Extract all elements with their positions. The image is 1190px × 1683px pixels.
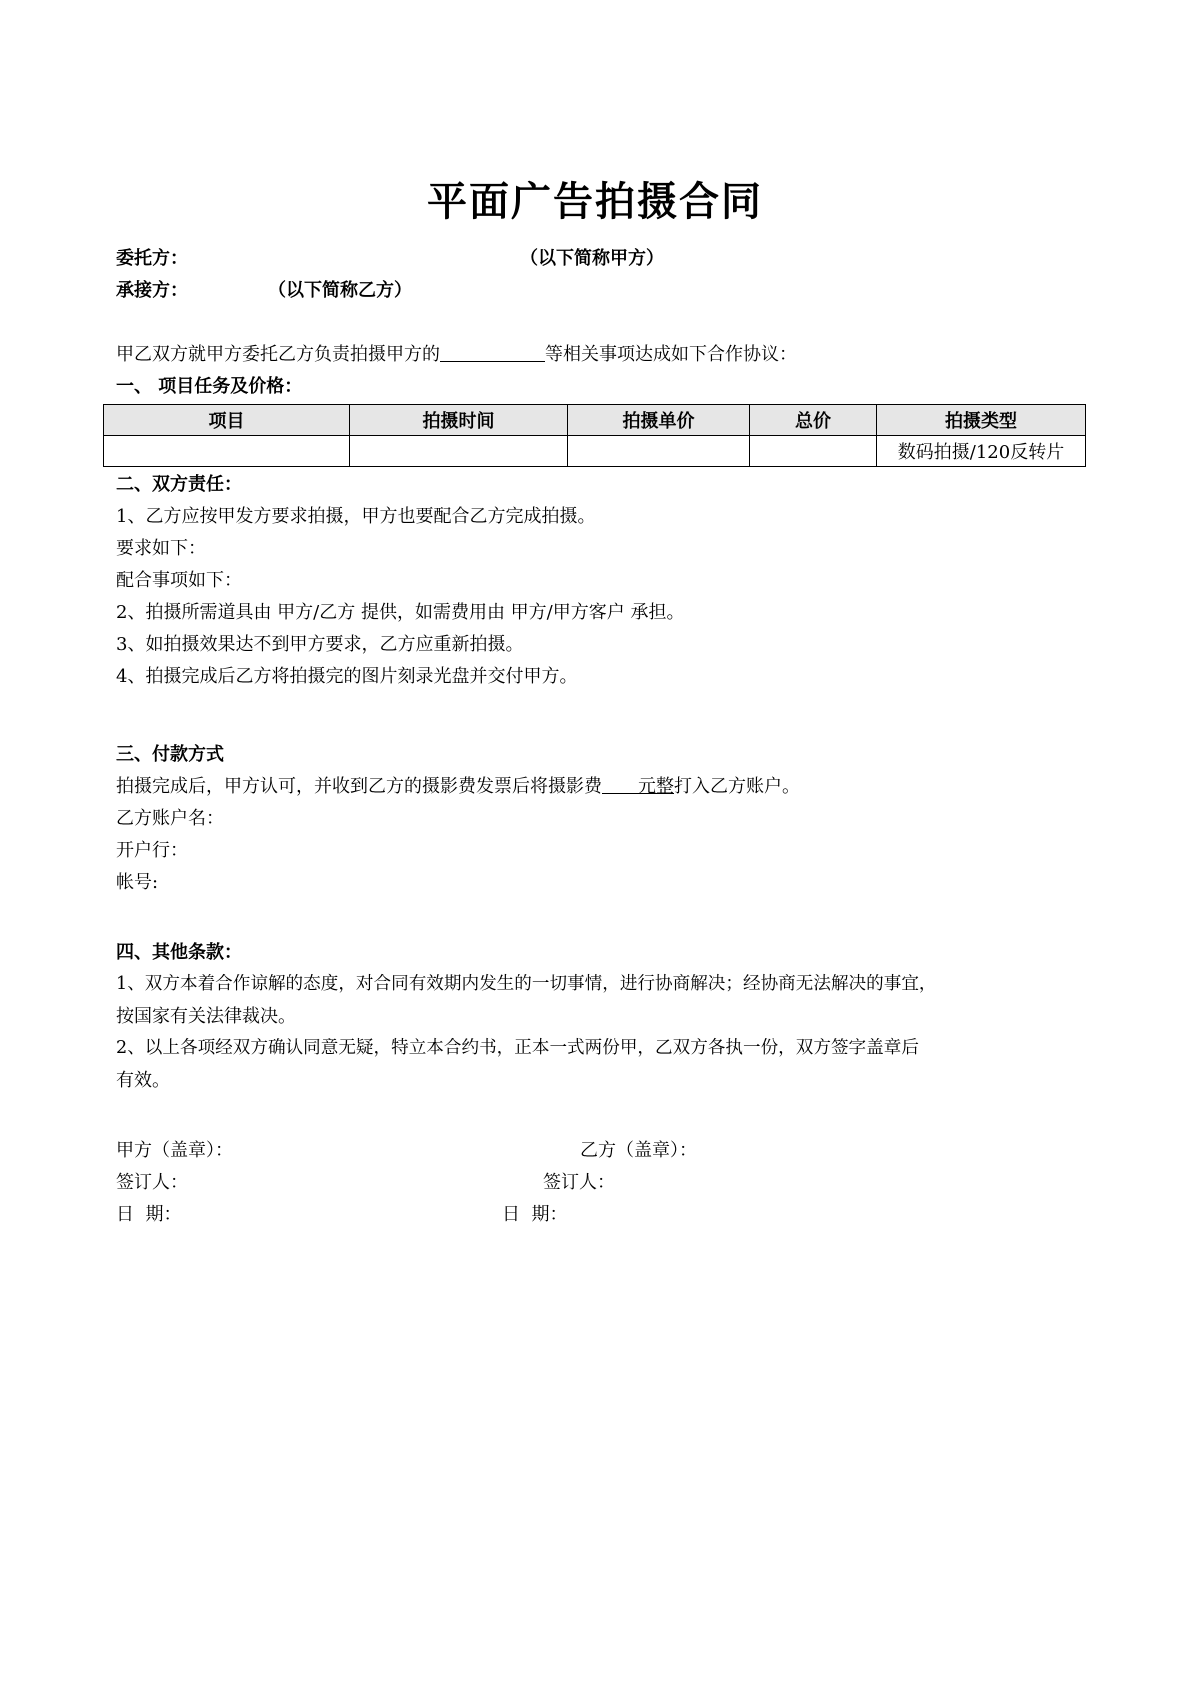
list-item: 要求如下： bbox=[116, 538, 206, 559]
intro-paragraph bbox=[116, 340, 797, 366]
bank-label: 开户行： bbox=[116, 840, 188, 861]
payment-after: 打入乙方账户。 bbox=[674, 776, 800, 797]
signer-a-label: 签订人： bbox=[116, 1172, 188, 1193]
cell-total-price bbox=[750, 436, 877, 467]
section2-heading: 二、双方责任： bbox=[116, 474, 242, 495]
party-a-seal-label: 甲方（盖章）： bbox=[116, 1140, 233, 1161]
list-item: 4、拍摄完成后乙方将拍摄完的图片刻录光盘并交付甲方。 bbox=[116, 666, 578, 687]
cell-shoot-type: 数码拍摄/120反转片 bbox=[877, 436, 1086, 467]
project-blank bbox=[440, 343, 545, 362]
list-item: 配合事项如下： bbox=[116, 570, 242, 591]
amount-blank bbox=[602, 775, 638, 794]
payment-paragraph bbox=[116, 772, 800, 798]
date-a-label: 日 期： bbox=[116, 1204, 182, 1225]
section1-heading: 一、 项目任务及价格： bbox=[116, 376, 303, 397]
header-shoot-type: 拍摄类型 bbox=[877, 405, 1086, 436]
list-item: 3、如拍摄效果达不到甲方要求，乙方应重新拍摄。 bbox=[116, 634, 524, 655]
table-header-row bbox=[104, 405, 1086, 436]
payment-before: 拍摄完成后，甲方认可，并收到乙方的摄影费发票后将摄影费 bbox=[116, 776, 602, 797]
signer-b-label: 签订人： bbox=[543, 1172, 615, 1193]
header-shoot-time: 拍摄时间 bbox=[350, 405, 568, 436]
contractor-alias: （以下简称乙方） bbox=[268, 280, 412, 301]
account-number-label: 帐号: bbox=[116, 872, 159, 893]
list-item: 2、拍摄所需道具由 甲方/乙方 提供，如需费用由 甲方/甲方客户 承担。 bbox=[116, 602, 685, 623]
clause-2-line-2: 有效。 bbox=[116, 1070, 170, 1091]
payment-unit: 元整 bbox=[638, 776, 674, 797]
client-alias: （以下简称甲方） bbox=[520, 248, 664, 269]
table-row bbox=[104, 436, 1086, 467]
client-label: 委托方： bbox=[116, 248, 188, 269]
header-total-price: 总价 bbox=[750, 405, 877, 436]
header-unit-price: 拍摄单价 bbox=[568, 405, 750, 436]
document-title: 平面广告拍摄合同 bbox=[427, 179, 763, 225]
list-item: 1、乙方应按甲发方要求拍摄，甲方也要配合乙方完成拍摄。 bbox=[116, 506, 596, 527]
intro-before: 甲乙双方就甲方委托乙方负责拍摄甲方的 bbox=[116, 344, 440, 365]
section4-heading: 四、其他条款： bbox=[116, 942, 242, 963]
header-item: 项目 bbox=[104, 405, 350, 436]
clause-1-line-1: 1、双方本着合作谅解的态度，对合同有效期内发生的一切事情，进行协商解决；经协商无法解决的事宜， bbox=[116, 974, 937, 994]
items-table bbox=[103, 404, 1086, 467]
cell-unit-price bbox=[568, 436, 750, 467]
section3-heading: 三、付款方式 bbox=[116, 744, 224, 765]
clause-1-line-2: 按国家有关法律裁决。 bbox=[116, 1006, 296, 1027]
clause-2-line-1: 2、以上各项经双方确认同意无疑，特立本合约书，正本一式两份甲，乙双方各执一份，双方签字盖章后 bbox=[116, 1038, 919, 1058]
account-name-label: 乙方账户名： bbox=[116, 808, 224, 829]
date-b-label: 日 期： bbox=[502, 1204, 568, 1225]
party-b-seal-label: 乙方（盖章）： bbox=[580, 1140, 697, 1161]
cell-item bbox=[104, 436, 350, 467]
cell-shoot-time bbox=[350, 436, 568, 467]
contractor-label: 承接方： bbox=[116, 280, 188, 301]
intro-after: 等相关事项达成如下合作协议： bbox=[545, 344, 797, 365]
